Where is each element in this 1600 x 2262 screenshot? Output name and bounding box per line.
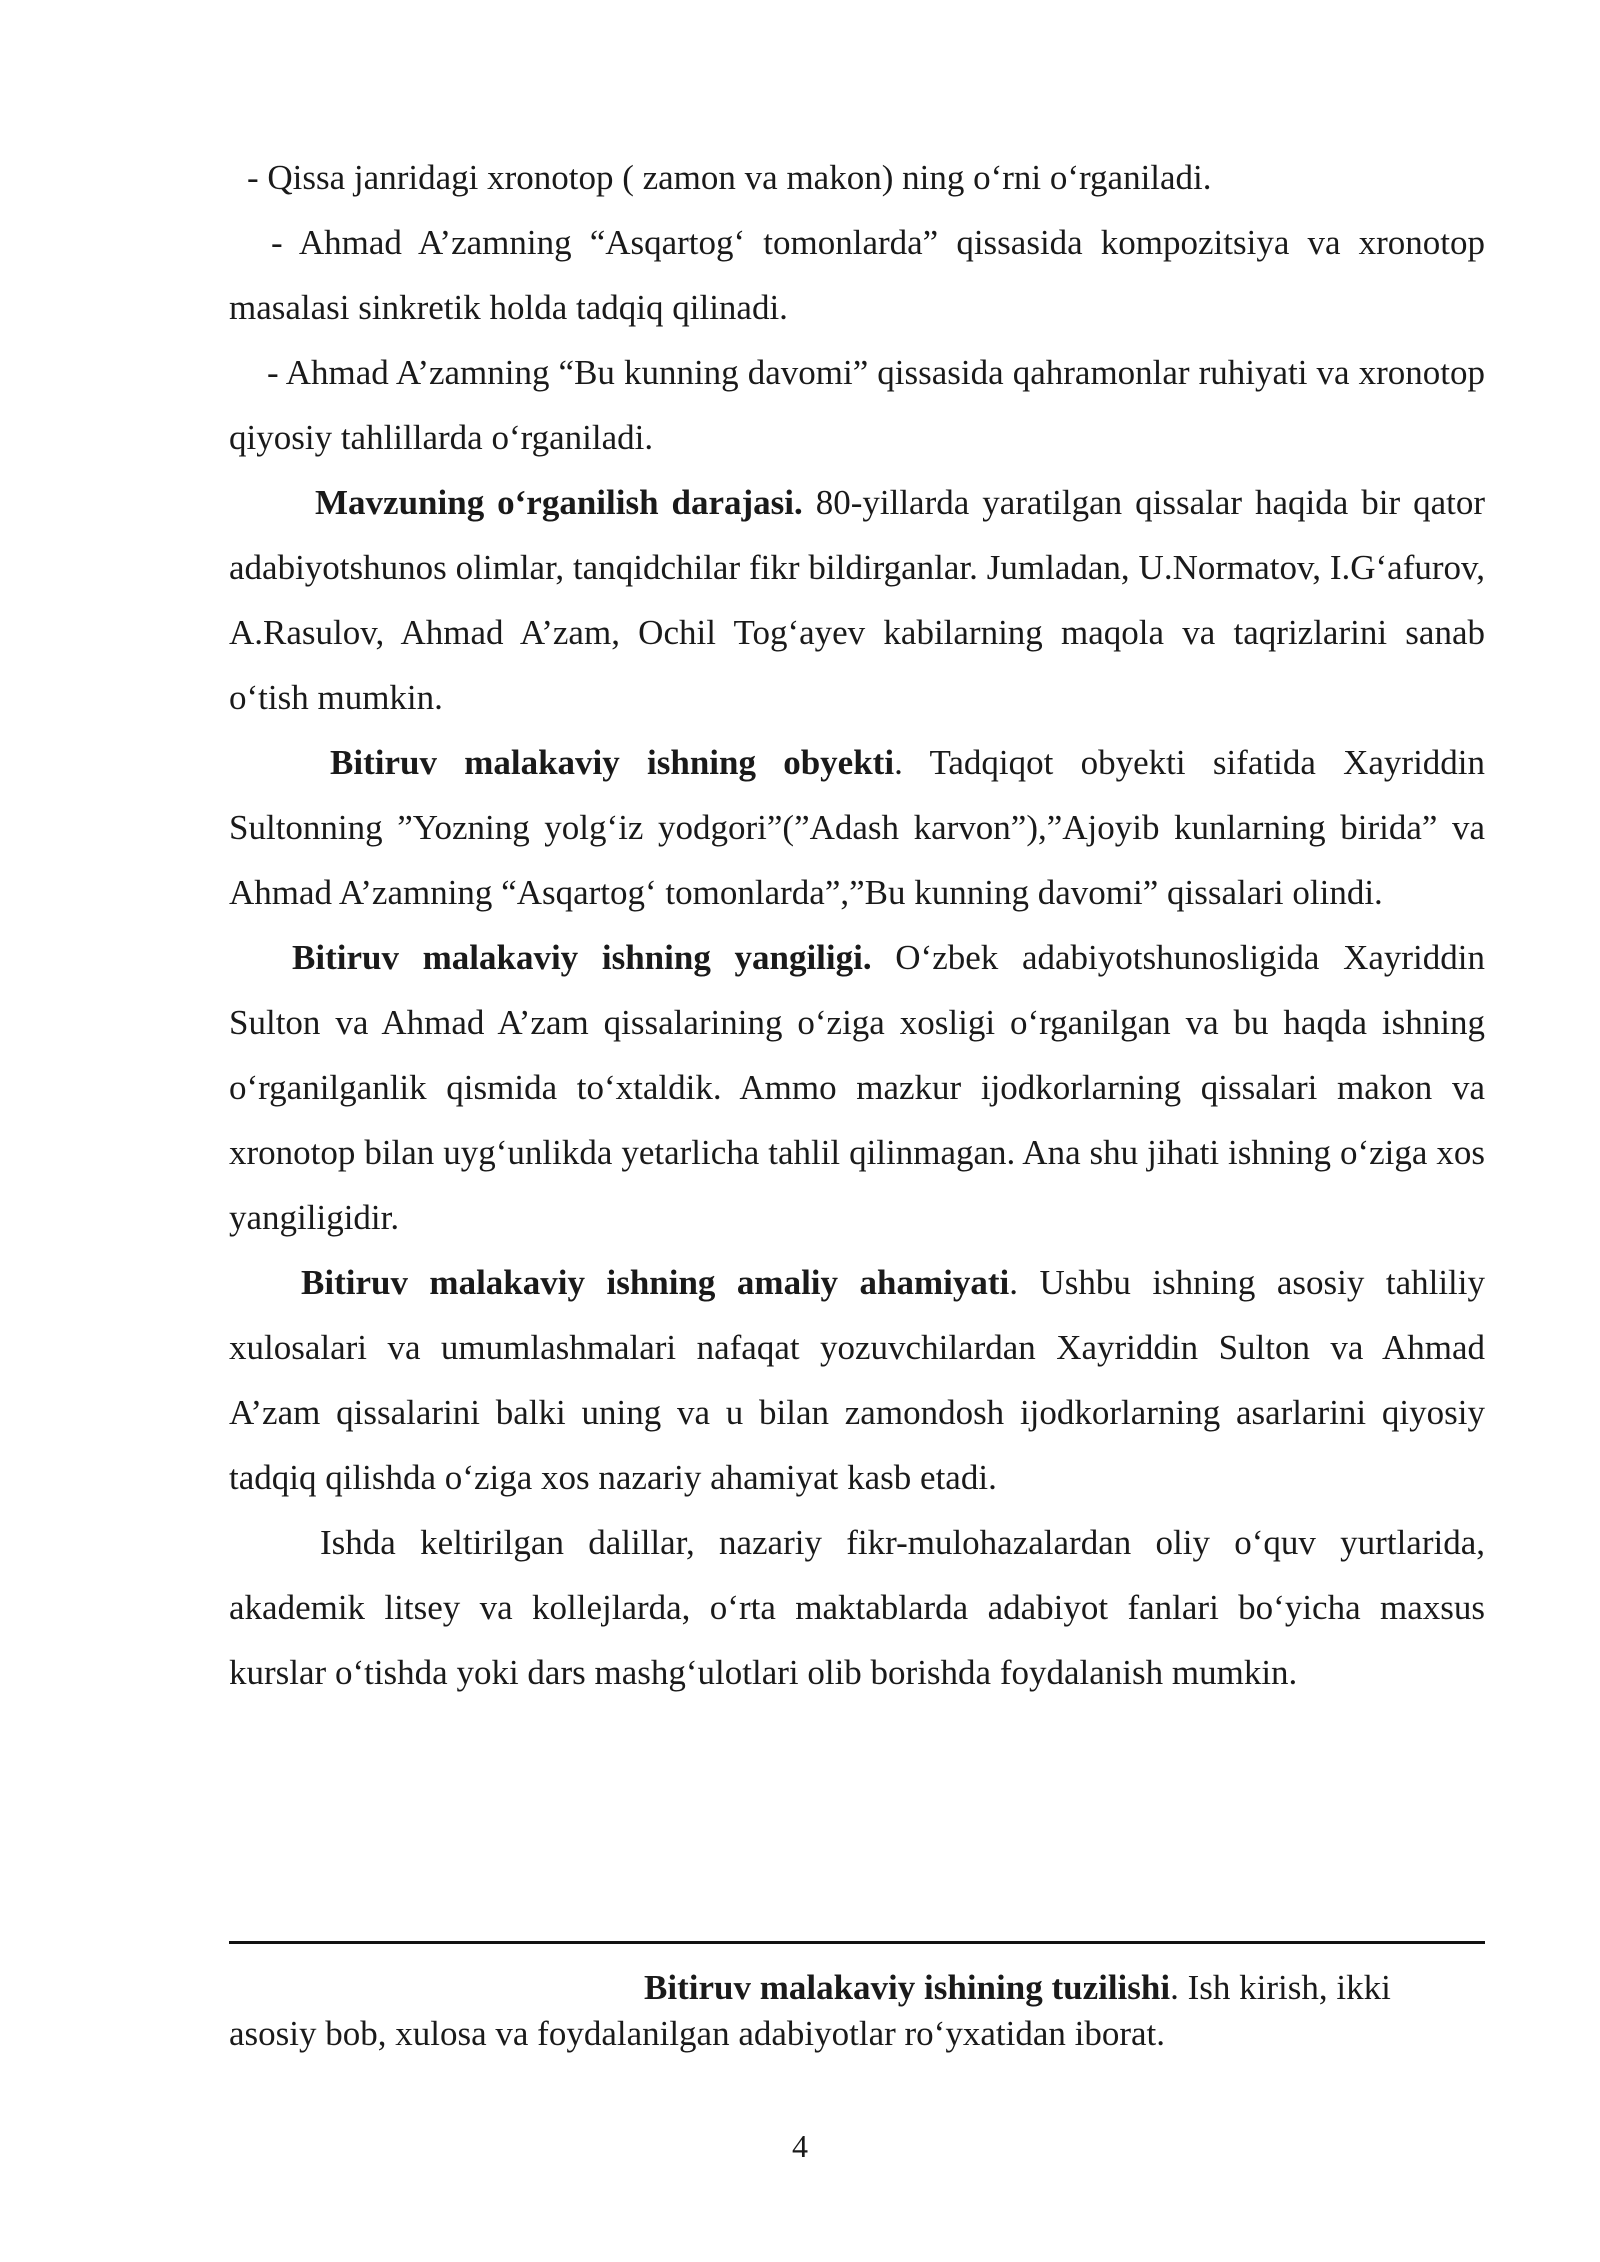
paragraph-text: 80-yillarda yaratilgan qissalar haqida bir qator adabiyotshunos olimlar, tanqidchilar fikr bildirganlar. Jumladan, U.Normatov, I.G‘afurov, A.Rasulov, Ahmad A’zam, Ochil Tog‘ayev kabilarning maqola va taqrizlarini sanab o‘tish mumkin.: [229, 483, 1485, 717]
paragraph-text: . Tadqiqot obyekti sifatida Xayriddin Sultonning ”Yozning yolg‘iz yodgori”(”Adash karvon”),”Ajoyib kunlarning birida” va Ahmad A’zamning “Asqartog‘ tomonlarda”,”Bu kunning davomi” qissalari olindi.: [229, 743, 1486, 912]
paragraph-practical-value: [229, 1250, 1485, 1510]
footnote-paragraph: [229, 1965, 1485, 2057]
paragraph-heading: Mavzuning o‘rganilish darajasi.: [315, 483, 803, 522]
paragraph-heading: Bitiruv malakaviy ishning amaliy ahamiyati: [301, 1263, 1010, 1302]
page-number: 4: [792, 2128, 808, 2164]
footnote: [229, 1965, 1485, 2057]
paragraph-research-level: [229, 470, 1485, 730]
body-text: [229, 145, 1485, 1705]
bullet-item: - Qissa janridagi xronotop ( zamon va makon) ning o‘rni o‘rganiladi.: [247, 158, 1212, 197]
footnote-heading: Bitiruv malakaviy ishining tuzilishi: [644, 1968, 1171, 2007]
bullet-item: - Ahmad A’zamning “Bu kunning davomi” qissasida qahramonlar ruhiyati va xronotop qiyosiy tahlillarda o‘rganiladi.: [229, 353, 1485, 457]
paragraph-heading: Bitiruv malakaviy ishning obyekti: [330, 743, 895, 782]
paragraph-novelty: [229, 925, 1485, 1250]
paragraph-text: . Ushbu ishning asosiy tahliliy xulosalari va umumlashmalari nafaqat yozuvchilardan Xayriddin Sulton va Ahmad A’zam qissalarini balki uning va u bilan zamondosh ijodkorlarning asarlarini qiyosiy tadqiq qilishda o‘ziga xos nazariy ahamiyat kasb etadi.: [229, 1263, 1485, 1497]
paragraph-closing: Ishda keltirilgan dalillar, nazariy fikr-mulohazalardan oliy o‘quv yurtlarida, akademik litsey va kollejlarda, o‘rta maktablarda adabiyot fanlari bo‘yicha maxsus kurslar o‘tishda yoki dars mashg‘ulotlari olib borishda foydalanish mumkin.: [229, 1523, 1485, 1692]
paragraph-text: O‘zbek adabiyotshunosligida Xayriddin Sulton va Ahmad A’zam qissalarining o‘ziga xosligi o‘rganilgan va bu haqda ishning o‘rganilganlik qismida to‘xtaldik. Ammo mazkur ijodkorlarning qissalari makon va xronotop bilan uyg‘unlikda yetarlicha tahlil qilinmagan. Ana shu jihati ishning o‘ziga xos yangiligidir.: [229, 938, 1485, 1237]
paragraph-heading: Bitiruv malakaviy ishning yangiligi.: [292, 938, 872, 977]
footnote-text: . Ish kirish, ikki asosiy bob, xulosa va foydalanilgan adabiyotlar ro‘yxatidan iborat.: [229, 1968, 1391, 2053]
footnote-separator: [229, 1941, 1485, 1944]
bullet-item: - Ahmad A’zamning “Asqartog‘ tomonlarda” qissasida kompozitsiya va xronotop masalasi sinkretik holda tadqiq qilinadi.: [229, 223, 1485, 327]
paragraph-object: [229, 730, 1485, 925]
